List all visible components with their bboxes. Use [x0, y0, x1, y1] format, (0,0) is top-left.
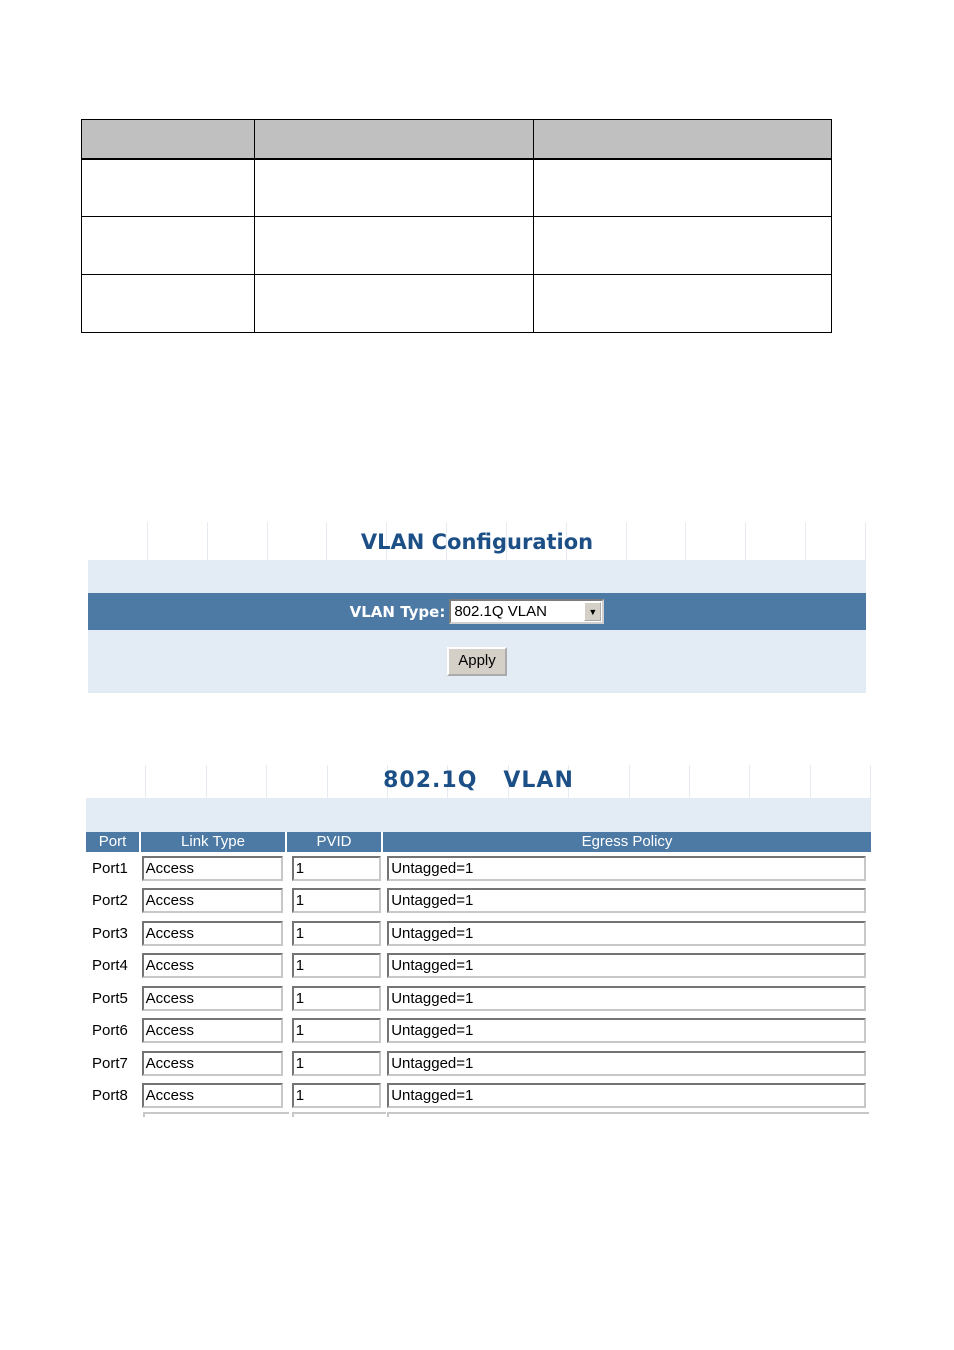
table-row	[86, 1047, 871, 1080]
port-table-header	[86, 832, 871, 852]
column-header-egress-policy: Egress Policy	[581, 833, 673, 850]
port-name: Port6	[92, 1022, 128, 1040]
table-row	[86, 885, 871, 918]
dot1q-vlan-panel	[86, 765, 871, 1117]
link-type-field[interactable]: Access	[142, 1018, 283, 1043]
link-type-field[interactable]: Access	[142, 1083, 283, 1108]
vlan-type-label: VLAN Type:	[349, 602, 446, 621]
link-type-field[interactable]: Access	[142, 921, 283, 946]
table-row	[86, 1080, 871, 1113]
document-table-cell	[534, 217, 832, 275]
table-row	[86, 917, 871, 950]
egress-policy-field[interactable]: Untagged=1	[387, 888, 866, 913]
egress-policy-field[interactable]: Untagged=1	[387, 856, 866, 881]
document-table-row	[82, 159, 832, 217]
document-table-header-cell	[255, 120, 534, 159]
link-type-field[interactable]: Access	[142, 953, 283, 978]
port-name: Port1	[92, 859, 128, 877]
link-type-field[interactable]: Access	[142, 856, 283, 881]
document-table-header-cell	[534, 120, 832, 159]
egress-policy-field[interactable]: Untagged=1	[387, 1018, 866, 1043]
port-name: Port3	[92, 924, 128, 942]
port-name: Port5	[92, 989, 128, 1007]
apply-row	[88, 630, 866, 693]
port-name: Port8	[92, 1087, 128, 1105]
table-row	[86, 1015, 871, 1048]
document-table-cell	[534, 159, 832, 217]
dot1q-vlan-title: 802.1Q VLAN	[383, 768, 574, 793]
document-table-cell	[534, 275, 832, 333]
table-row	[86, 852, 871, 885]
pvid-field[interactable]: 1	[292, 1018, 381, 1043]
document-table-cell	[255, 217, 534, 275]
document-table-cell	[82, 159, 255, 217]
port-name: Port4	[92, 957, 128, 975]
pvid-field[interactable]: 1	[292, 888, 381, 913]
vlan-type-bar	[88, 593, 866, 630]
document-table	[81, 119, 832, 333]
port-name: Port7	[92, 1054, 128, 1072]
pvid-field[interactable]: 1	[292, 1051, 381, 1076]
egress-policy-field[interactable]: Untagged=1	[387, 921, 866, 946]
egress-policy-field[interactable]: Untagged=1	[387, 1051, 866, 1076]
apply-button[interactable]: Apply	[447, 647, 507, 676]
document-table-cell	[82, 275, 255, 333]
vlan-configuration-title: VLAN Configuration	[360, 530, 594, 554]
egress-policy-field[interactable]: Untagged=1	[387, 1083, 866, 1108]
table-row	[86, 982, 871, 1015]
table-row	[86, 950, 871, 983]
next-row-peek	[141, 1112, 871, 1117]
chevron-down-icon[interactable]: ▼	[584, 602, 601, 621]
column-header-link-type: Link Type	[141, 832, 287, 852]
vlan-type-select[interactable]	[449, 599, 604, 624]
document-table-cell	[255, 275, 534, 333]
column-header-port: Port	[86, 832, 141, 852]
pvid-field[interactable]: 1	[292, 921, 381, 946]
document-table-cell	[82, 217, 255, 275]
pvid-field[interactable]: 1	[292, 953, 381, 978]
document-table-row	[82, 217, 832, 275]
egress-policy-field[interactable]: Untagged=1	[387, 986, 866, 1011]
egress-policy-field[interactable]: Untagged=1	[387, 953, 866, 978]
column-header-pvid: PVID	[287, 832, 383, 852]
port-name: Port2	[92, 892, 128, 910]
document-table-cell	[255, 159, 534, 217]
link-type-field[interactable]: Access	[142, 888, 283, 913]
link-type-field[interactable]: Access	[142, 986, 283, 1011]
panel-spacer	[86, 798, 871, 832]
document-table-header-row	[82, 120, 832, 159]
vlan-configuration-panel	[88, 522, 866, 693]
port-table-body	[86, 852, 871, 1112]
pvid-field[interactable]: 1	[292, 986, 381, 1011]
panel-spacer	[88, 560, 866, 593]
link-type-field[interactable]: Access	[142, 1051, 283, 1076]
document-table-row	[82, 275, 832, 333]
document-table-header-cell	[82, 120, 255, 159]
pvid-field[interactable]: 1	[292, 1083, 381, 1108]
vlan-type-selected-value: 802.1Q VLAN	[454, 603, 547, 620]
pvid-field[interactable]: 1	[292, 856, 381, 881]
